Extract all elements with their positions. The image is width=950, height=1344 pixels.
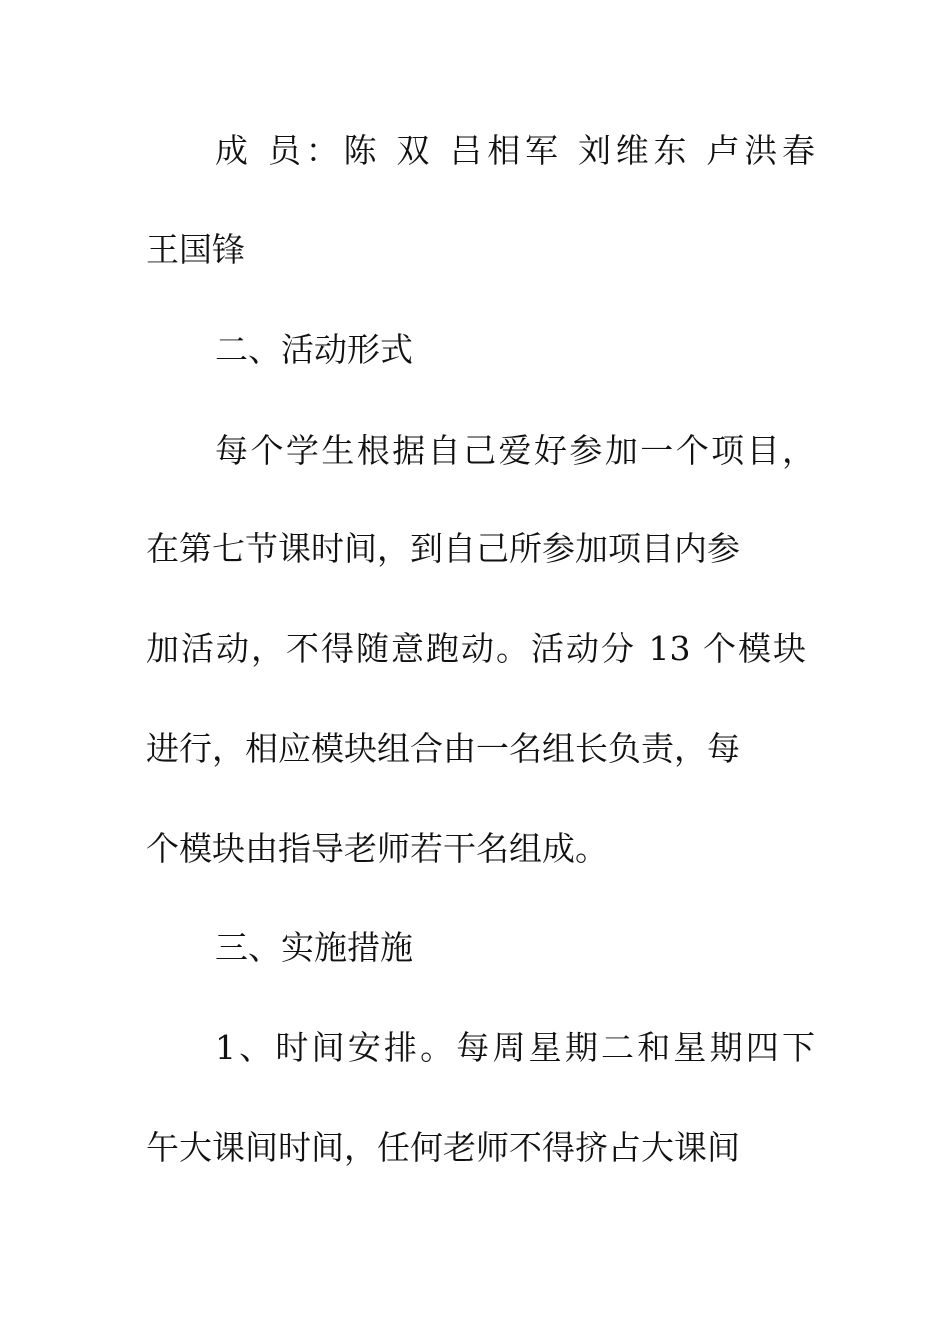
paragraph-line: 进行，相应模块组合由一名组长负责，每: [146, 729, 740, 768]
paragraph-line: 在第七节课时间，到自己所参加项目内参: [146, 529, 740, 568]
section-heading-measures: 三、实施措施: [215, 928, 413, 967]
paragraph-line: 每个学生根据自己爱好参加一个项目，: [215, 431, 815, 470]
members-line: 成 员：陈 双 吕相军 刘维东 卢洪春: [215, 131, 815, 170]
members-continuation: 王国锋: [146, 230, 245, 269]
paragraph-line: 加活动，不得随意跑动。活动分 13 个模块: [146, 629, 806, 668]
paragraph-line: 1、时间安排。每周星期二和星期四下: [215, 1028, 815, 1067]
paragraph-line: 个模块由指导老师若干名组成。: [146, 829, 608, 868]
section-heading-activity-form: 二、活动形式: [215, 330, 413, 369]
paragraph-line: 午大课间时间，任何老师不得挤占大课间: [146, 1128, 740, 1167]
